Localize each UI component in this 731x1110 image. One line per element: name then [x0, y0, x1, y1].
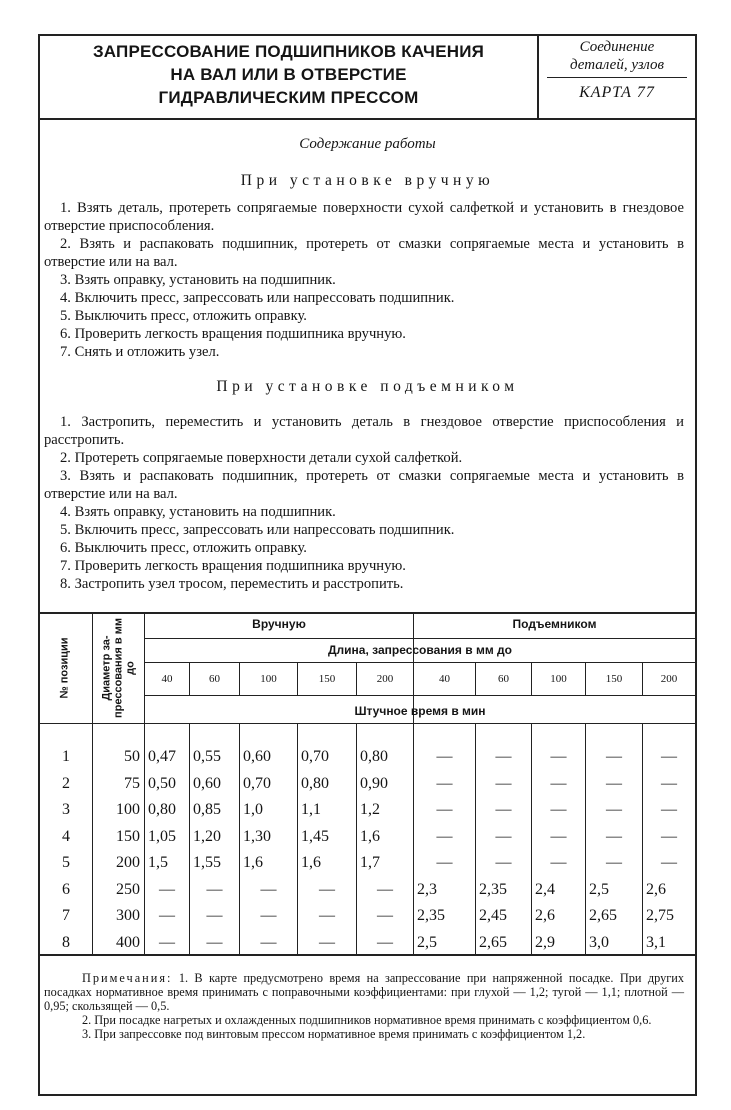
time-cell: 1,7: [360, 854, 380, 871]
length-cell: 100: [260, 673, 277, 685]
time-header: Штучное время в мин: [354, 704, 486, 718]
time-cell: 2,75: [646, 907, 674, 924]
time-cell: 0,47: [148, 748, 176, 765]
content-heading: Содержание работы: [299, 136, 436, 152]
note-item: 1. В карте предусмотрено время на запрессование при напряженной посадке. При других посадках нормативное время принимать с поправочными коэффициентами: при глухой — 1,2; тугой — 1,1; плотной — 0,95; скользящей — 0,5.: [44, 971, 684, 1013]
length-cell: 150: [605, 673, 623, 685]
time-cell: 0,55: [193, 748, 221, 765]
time-cell: —: [159, 934, 175, 951]
table-rule: [144, 662, 695, 663]
row-diameter: 75: [124, 775, 140, 792]
time-cell: 1,6: [243, 854, 263, 871]
manual-step: 5. Выключить пресс, отложить оправку.: [60, 308, 307, 324]
row-position: 6: [62, 881, 70, 898]
row-diameter: 50: [124, 748, 140, 765]
row-position: 1: [62, 748, 70, 765]
time-cell: —: [206, 881, 223, 898]
time-cell: —: [661, 748, 677, 765]
time-cell: —: [495, 828, 512, 845]
time-cell: —: [495, 748, 512, 765]
time-cell: —: [377, 881, 393, 898]
table-rule: [144, 612, 145, 956]
notes: [44, 971, 684, 1041]
header-rule: [547, 77, 687, 78]
length-header: Длина, запрессования в мм до: [328, 643, 512, 657]
time-cell: —: [550, 748, 567, 765]
row-diameter: 300: [116, 907, 140, 924]
time-cell: 1,20: [193, 828, 221, 845]
note-item: 2. При посадке нагретых и охлажденных подшипников нормативное время принимать с коэффициентом 0,6.: [82, 1013, 652, 1027]
hoist-group-header: Подъемником: [512, 617, 597, 631]
manual-step: 4. Включить пресс, запрессовать или напрессовать подшипник.: [60, 290, 455, 306]
hoist-step: 4. Взять оправку, установить на подшипник.: [60, 504, 336, 520]
time-cell: —: [661, 801, 677, 818]
time-cell: 1,05: [148, 828, 176, 845]
length-cell: 200: [376, 673, 394, 685]
row-position: 5: [62, 854, 70, 871]
time-cell: —: [550, 801, 567, 818]
time-cell: 2,45: [479, 907, 507, 924]
time-cell: —: [436, 801, 453, 818]
length-cell: 60: [209, 673, 220, 685]
length-cell: 40: [439, 673, 450, 685]
row-diameter: 400: [116, 934, 140, 951]
time-cell: 0,70: [301, 748, 329, 765]
time-cell: 2,3: [417, 881, 437, 898]
time-cell: 2,9: [535, 934, 555, 951]
process-card: [38, 34, 697, 1096]
time-cell: 1,45: [301, 828, 329, 845]
row-position: 7: [62, 907, 70, 924]
time-cell: —: [206, 907, 223, 924]
time-cell: 2,35: [479, 881, 507, 898]
time-cell: —: [377, 907, 393, 924]
time-cell: —: [606, 775, 622, 792]
table-rule: [144, 638, 695, 639]
card-category-line: деталей, узлов: [570, 57, 664, 73]
table-rule: [40, 612, 695, 614]
length-cell: 100: [550, 673, 567, 685]
time-cell: —: [436, 854, 453, 871]
time-cell: —: [319, 881, 335, 898]
row-diameter: 150: [116, 828, 140, 845]
time-cell: —: [661, 775, 677, 792]
time-cell: 2,6: [646, 881, 666, 898]
time-cell: —: [550, 775, 567, 792]
time-cell: —: [159, 881, 175, 898]
time-cell: 1,0: [243, 801, 263, 818]
time-cell: 0,70: [243, 775, 271, 792]
time-cell: 1,5: [148, 854, 168, 871]
length-cell: 60: [498, 673, 509, 685]
time-cell: 0,60: [193, 775, 221, 792]
time-cell: —: [661, 828, 677, 845]
row-position: 8: [62, 934, 70, 951]
time-cell: —: [436, 828, 453, 845]
time-cell: —: [260, 907, 277, 924]
table-rule: [40, 723, 695, 724]
manual-step: 1. Взять деталь, протереть сопрягаемые поверхности сухой салфеткой и установить в гнездовое отверстие приспособления.: [44, 200, 684, 234]
row-diameter: 250: [116, 881, 140, 898]
time-cell: 1,1: [301, 801, 321, 818]
time-cell: 2,4: [535, 881, 555, 898]
time-cell: 2,65: [479, 934, 507, 951]
time-cell: 0,80: [148, 801, 176, 818]
time-cell: —: [606, 828, 622, 845]
hoist-step: 5. Включить пресс, запрессовать или напрессовать подшипник.: [60, 522, 455, 538]
time-cell: 3,0: [589, 934, 609, 951]
card-title-line: ЗАПРЕССОВАНИЕ ПОДШИПНИКОВ КАЧЕНИЯ: [92, 42, 485, 61]
time-cell: —: [606, 801, 622, 818]
manual-step: 7. Снять и отложить узел.: [60, 344, 220, 360]
time-cell: 2,5: [417, 934, 437, 951]
row-position: 2: [62, 775, 70, 792]
length-cell: 40: [161, 673, 173, 685]
time-cell: 1,2: [360, 801, 380, 818]
row-diameter: 100: [116, 801, 140, 818]
time-cell: 2,6: [535, 907, 555, 924]
notes-label: Примечания:: [82, 971, 173, 985]
time-cell: —: [495, 801, 512, 818]
card-title: [40, 40, 537, 109]
manual-section-heading: При установке вручную: [240, 172, 495, 189]
time-cell: 0,60: [243, 748, 271, 765]
time-cell: 0,90: [360, 775, 388, 792]
time-cell: 0,85: [193, 801, 221, 818]
card-header: [40, 36, 695, 120]
hoist-section-heading: При установке подъемником: [216, 378, 519, 395]
card-category-line: Соединение: [579, 39, 655, 55]
time-cell: 0,50: [148, 775, 176, 792]
time-cell: —: [260, 934, 277, 951]
hoist-step: 1. Застропить, переместить и установить деталь в гнездовое отверстие приспособления и расстропить.: [44, 414, 684, 448]
manual-step: 2. Взять и распаковать подшипник, протереть от смазки сопрягаемые места и установить в отверстие или на вал.: [44, 236, 684, 270]
time-cell: —: [495, 775, 512, 792]
time-cell: —: [550, 828, 567, 845]
note-item: 3. При запрессовке под винтовым прессом нормативное время принимать с коэффициентом 1,2.: [82, 1027, 586, 1041]
row-position: 3: [62, 801, 70, 818]
time-cell: —: [436, 748, 453, 765]
time-cell: —: [606, 748, 622, 765]
time-cell: —: [377, 934, 393, 951]
time-cell: 0,80: [301, 775, 329, 792]
time-cell: 2,35: [417, 907, 445, 924]
manual-group-header: Вручную: [252, 617, 306, 631]
time-cell: 1,30: [243, 828, 271, 845]
time-cell: 0,80: [360, 748, 388, 765]
length-cell: 150: [318, 673, 336, 685]
position-column-header: № позиции: [58, 637, 71, 699]
hoist-step: 7. Проверить легкость вращения подшипника вручную.: [60, 558, 406, 574]
time-cell: 2,5: [589, 881, 609, 898]
time-cell: 1,6: [301, 854, 321, 871]
time-cell: —: [319, 907, 335, 924]
time-norms-table: [40, 612, 695, 956]
time-cell: 1,55: [193, 854, 221, 871]
time-cell: —: [550, 854, 567, 871]
time-cell: —: [260, 881, 277, 898]
card-meta: [539, 36, 695, 118]
time-cell: —: [206, 934, 223, 951]
table-rule: [144, 695, 695, 696]
hoist-step: 3. Взять и распаковать подшипник, протереть от смазки сопрягаемые места и установить в отверстие или на вал.: [44, 468, 684, 502]
time-cell: 2,65: [589, 907, 617, 924]
manual-step: 3. Взять оправку, установить на подшипник.: [60, 272, 336, 288]
time-cell: —: [319, 934, 335, 951]
card-number: КАРТА 77: [579, 84, 655, 101]
length-cell: 200: [660, 673, 678, 685]
time-cell: —: [495, 854, 512, 871]
hoist-step: 6. Выключить пресс, отложить оправку.: [60, 540, 307, 556]
row-diameter: 200: [116, 854, 140, 871]
card-title-line: ГИДРАВЛИЧЕСКИМ ПРЕССОМ: [158, 88, 419, 107]
hoist-step: 2. Протереть сопрягаемые поверхности детали сухой салфеткой.: [60, 450, 463, 466]
time-cell: 1,6: [360, 828, 380, 845]
row-position: 4: [62, 828, 70, 845]
time-cell: —: [606, 854, 622, 871]
diameter-column-header: Диаметр за-прессования в мм до: [100, 618, 137, 718]
manual-step: 6. Проверить легкость вращения подшипника вручную.: [60, 326, 406, 342]
time-cell: 3,1: [646, 934, 666, 951]
hoist-step: 8. Застропить узел тросом, переместить и расстропить.: [60, 576, 404, 592]
time-cell: —: [159, 907, 175, 924]
card-category: [539, 38, 695, 74]
table-rule: [40, 954, 695, 956]
time-cell: —: [436, 775, 453, 792]
time-cell: —: [661, 854, 677, 871]
card-title-line: НА ВАЛ ИЛИ В ОТВЕРСТИЕ: [170, 65, 407, 84]
